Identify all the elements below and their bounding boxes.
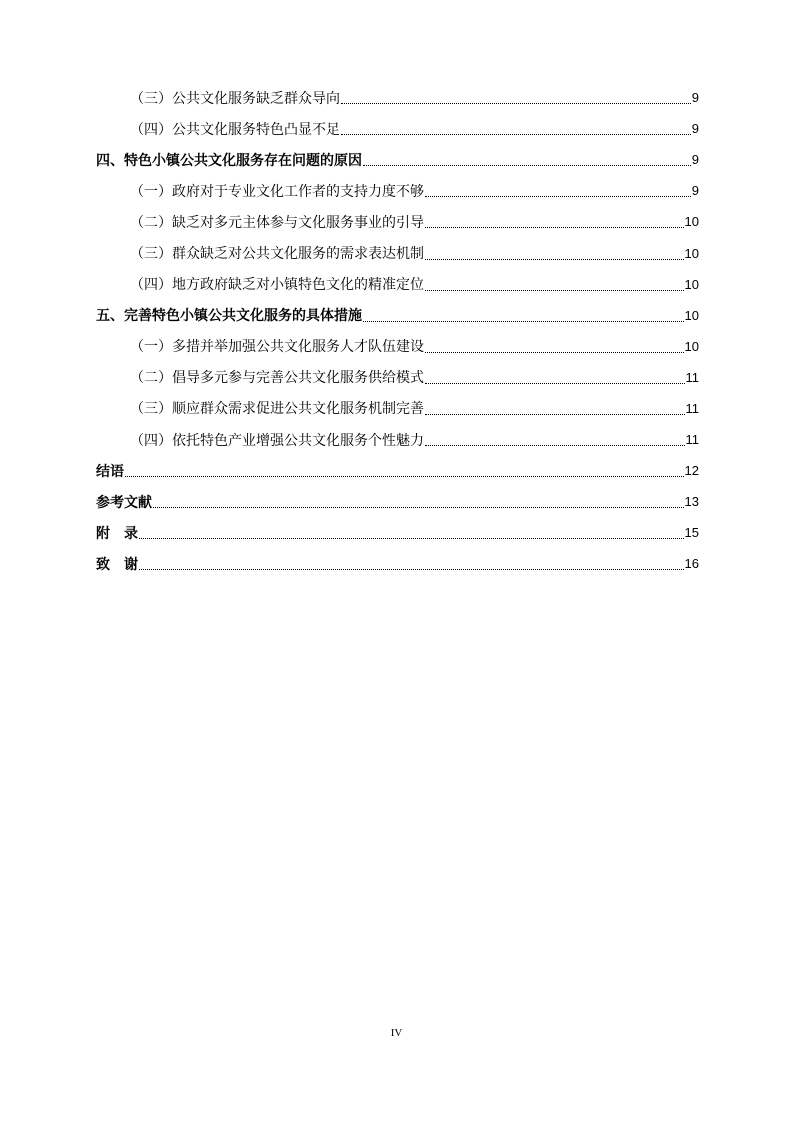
toc-entry-page: 11 (685, 400, 699, 416)
toc-entry-label: （二）倡导多元参与完善公共文化服务供给模式 (130, 370, 424, 387)
toc-entry[interactable] (96, 82, 699, 113)
dot-leader (153, 507, 684, 508)
toc-entry-label: （三）公共文化服务缺乏群众导向 (130, 90, 340, 107)
dot-leader (363, 321, 684, 322)
toc-entry-page: 10 (684, 214, 699, 230)
dot-leader (425, 383, 685, 384)
toc-entry-label: 四、特色小镇公共文化服务存在问题的原因 (96, 152, 362, 169)
toc-entry-label: 致 谢 (96, 556, 138, 573)
dot-leader (139, 538, 684, 539)
toc-entry-page: 15 (684, 525, 699, 541)
toc-entry-page: 13 (684, 494, 699, 510)
toc-entry-label: （一）多措并举加强公共文化服务人才队伍建设 (130, 339, 424, 356)
toc-entry[interactable] (96, 206, 699, 237)
toc-entry-label: 结语 (96, 463, 124, 480)
toc-entry-label: （二）缺乏对多元主体参与文化服务事业的引导 (130, 214, 424, 231)
toc-entry[interactable] (96, 548, 699, 579)
toc-entry[interactable] (96, 393, 699, 424)
dot-leader (425, 196, 691, 197)
toc-entry[interactable] (96, 300, 699, 331)
dot-leader (425, 352, 684, 353)
dot-leader (425, 259, 684, 260)
dot-leader (425, 290, 684, 291)
toc-entry[interactable] (96, 175, 699, 206)
dot-leader (125, 476, 684, 477)
table-of-contents (96, 82, 699, 580)
toc-entry-page: 9 (691, 90, 699, 106)
toc-entry-label: （一）政府对于专业文化工作者的支持力度不够 (130, 183, 424, 200)
dot-leader (341, 103, 691, 104)
toc-entry-page: 9 (691, 183, 699, 199)
toc-entry[interactable] (96, 486, 699, 517)
toc-entry-page: 12 (684, 463, 699, 479)
toc-entry-page: 10 (684, 245, 699, 261)
dot-leader (139, 569, 684, 570)
toc-entry[interactable] (96, 331, 699, 362)
dot-leader (425, 414, 685, 415)
toc-entry-page: 11 (685, 369, 699, 385)
toc-entry-label: （四）依托特色产业增强公共文化服务个性魅力 (130, 432, 424, 449)
dot-leader (341, 134, 691, 135)
toc-entry-label: （三）群众缺乏对公共文化服务的需求表达机制 (130, 246, 424, 263)
dot-leader (425, 445, 685, 446)
toc-entry[interactable] (96, 144, 699, 175)
toc-entry-label: （四）公共文化服务特色凸显不足 (130, 121, 340, 138)
dot-leader (425, 227, 684, 228)
toc-entry-label: 附 录 (96, 525, 138, 542)
toc-entry-label: （三）顺应群众需求促进公共文化服务机制完善 (130, 401, 424, 418)
toc-entry-page: 10 (684, 276, 699, 292)
toc-entry-page: 9 (691, 152, 699, 168)
toc-entry[interactable] (96, 113, 699, 144)
toc-entry[interactable] (96, 424, 699, 455)
toc-entry[interactable] (96, 269, 699, 300)
toc-entry-page: 11 (685, 432, 699, 448)
toc-entry[interactable] (96, 362, 699, 393)
toc-entry[interactable] (96, 517, 699, 548)
toc-entry[interactable] (96, 237, 699, 268)
toc-entry-page: 16 (684, 556, 699, 572)
dot-leader (363, 165, 691, 166)
toc-entry-label: （四）地方政府缺乏对小镇特色文化的精准定位 (130, 277, 424, 294)
page-number: IV (390, 1027, 403, 1039)
toc-entry[interactable] (96, 455, 699, 486)
toc-entry-label: 五、完善特色小镇公共文化服务的具体措施 (96, 308, 362, 325)
toc-entry-page: 10 (684, 338, 699, 354)
toc-entry-page: 10 (684, 307, 699, 323)
toc-entry-label: 参考文献 (96, 494, 152, 511)
toc-entry-page: 9 (691, 121, 699, 137)
